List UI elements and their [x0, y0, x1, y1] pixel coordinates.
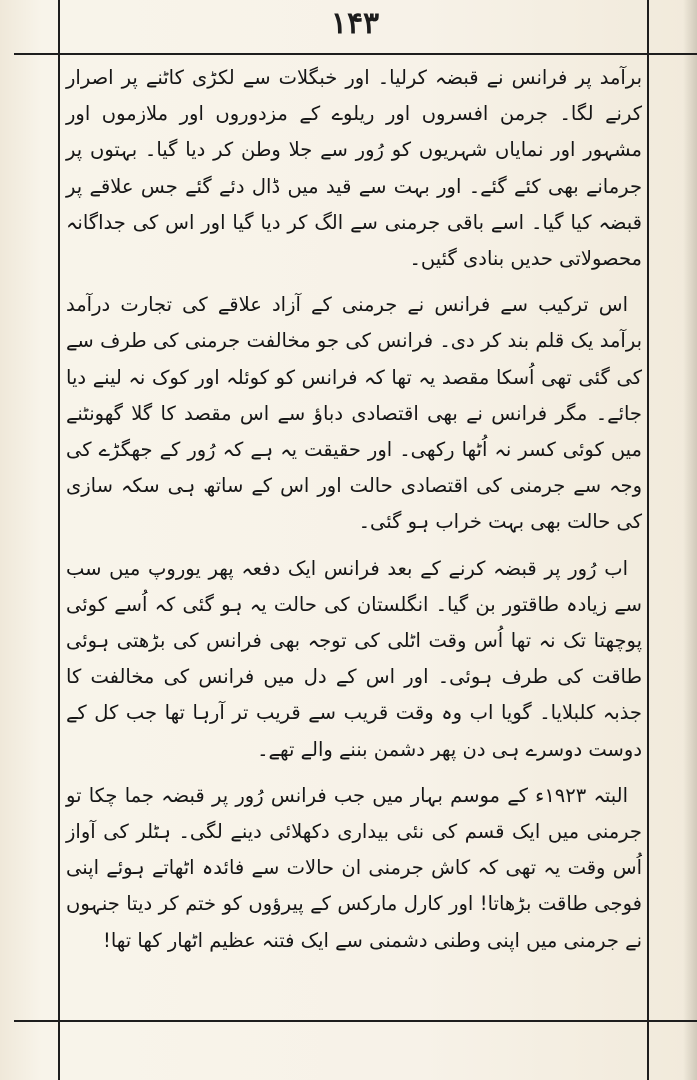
page-edge-shadow — [683, 0, 697, 1080]
top-rule — [14, 53, 697, 55]
right-margin-rule — [647, 0, 649, 1080]
paragraph-2: اس ترکیب سے فرانس نے جرمنی کے آزاد علاقے کی تجارت درآمد برآمد یک قلم بند کر دی۔ فرانس کی جو مخالفت جرمنی کی طرف سے کی گئی تھی اُسکا مقصد یہ تھا کہ فرانس کو کوئلہ اور کوک نہ لینے دیا جائے۔ مگر فرانس نے بھی اقتصادی دباؤ سے اس مقصد کا گلا گھونٹنے میں کوئی کسر نہ اُٹھا رکھی۔ اور حقیقت یہ ہے کہ رُور کے جھگڑے کی وجہ سے جرمنی کی اقتصادی حالت اور اس کے ساتھ ہی سکہ سازی کی حالت بھی بہت خراب ہو گئی۔ — [66, 293, 642, 534]
paragraph-1: برآمد پر فرانس نے قبضہ کرلیا۔ اور خبگلات سے لکڑی کاٹنے پر اصرار کرنے لگا۔ جرمن افسروں اور ریلوے کے مزدوروں اور ملازموں اور مشہور اور نمایاں شہریوں کو رُور سے جلا وطن کر دیا گیا۔ بہتوں پر جرمانے بھی کئے گئے۔ اور بہت سے قید میں ڈال دئے گئے جس علاقے پر قبضہ کیا گیا۔ اسے باقی جرمنی سے الگ کر دیا گیا اور اس کی جداگانہ محصولاتی حدیں بنادی گئیں۔ — [66, 66, 642, 271]
paragraph-4: البتہ ۱۹۲۳ء کے موسم بہار میں جب فرانس رُور پر قبضہ جما چکا تو جرمنی میں ایک قسم کی نئی بیداری دکھلائی دینے لگی۔ ہٹلر کی آواز اُس وقت یہ تھی کہ کاش جرمنی ان حالات سے فائدہ اٹھاتے ہوئے اپنی فوجی طاقت بڑھاتا! اور کارل مارکس کے پیرؤوں کو ختم کر دیتا جنہوں نے جرمنی میں اپنی وطنی دشمنی سے ایک فتنہ عظیم اٹھار کھا تھا! — [66, 783, 642, 952]
left-margin-rule — [58, 0, 60, 1080]
page-number: ۱۴۳ — [330, 6, 380, 41]
page-body-text — [66, 60, 642, 969]
bottom-rule — [14, 1020, 697, 1022]
paragraph-3: اب رُور پر قبضہ کرنے کے بعد فرانس ایک دفعہ پھر یوروپ میں سب سے زیادہ طاقتور بن گیا۔ انگلستان کی حالت یہ ہو گئی کہ اُسے کوئی پوچھتا تک نہ تھا اُس وقت اٹلی کی توجہ بھی فرانس کی بڑھتی ہوئی طاقت کی طرف ہوئی۔ اور اس کے دل میں فرانس کی مخالفت کا جذبہ کلبلایا۔ گویا اب وہ وقت قریب سے قریب تر آرہا تھا جب کل کے دوست دوسرے ہی دن پھر دشمن بننے والے تھے۔ — [66, 556, 642, 761]
